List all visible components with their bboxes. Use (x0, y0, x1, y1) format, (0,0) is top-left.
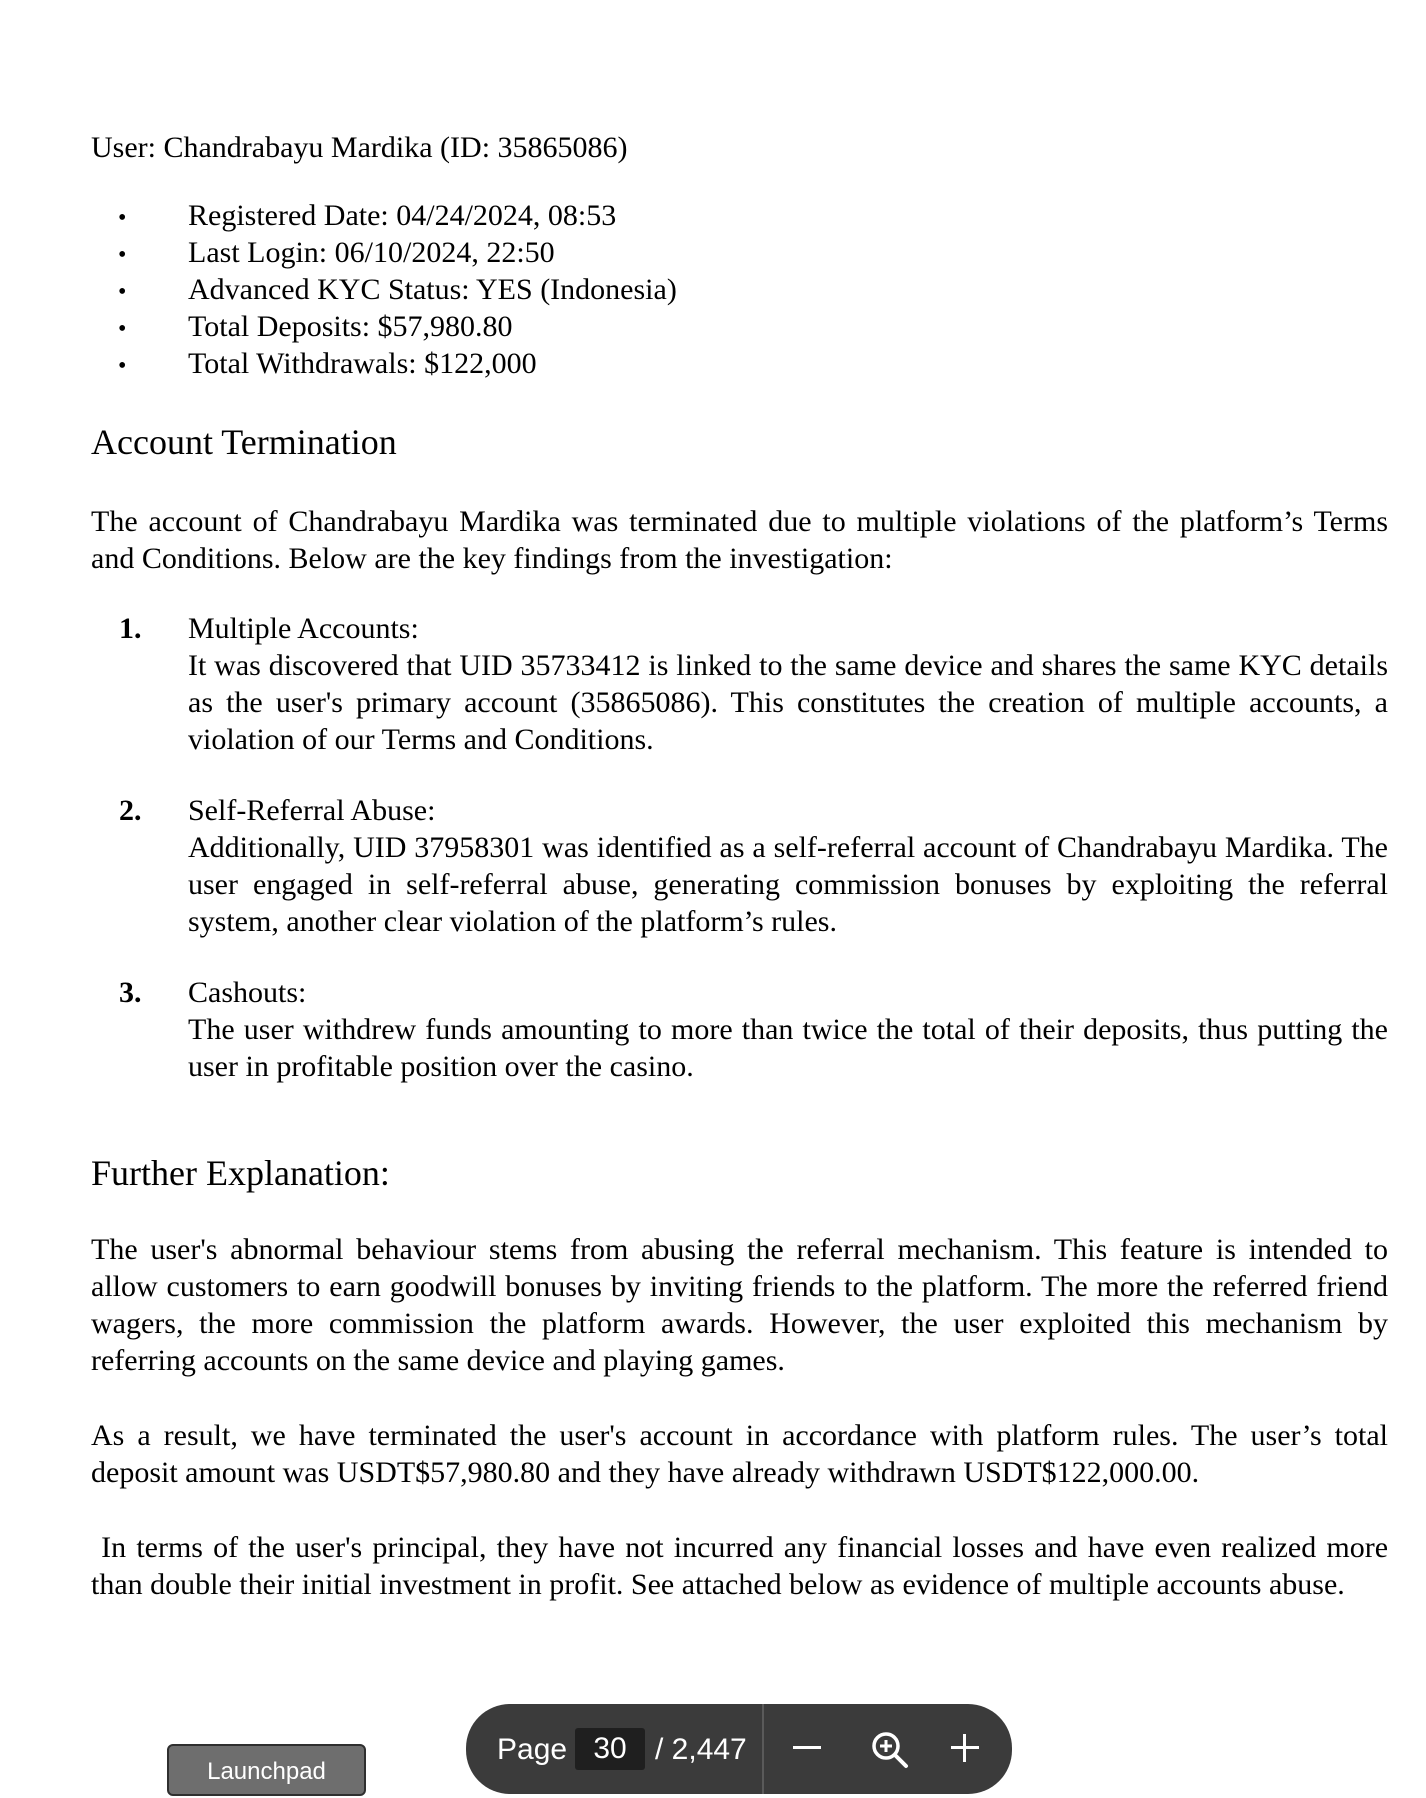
finding-title: Cashouts: (188, 976, 307, 1009)
finding-body: The user withdrew funds amounting to more than twice the total of their deposits, thus putting the user in profitable position over the casino. (188, 1013, 1388, 1083)
plus-icon-bar (963, 1734, 966, 1762)
detail-last-login: Last Login: 06/10/2024, 22:50 (188, 236, 555, 269)
detail-total-deposits: Total Deposits: $57,980.80 (188, 310, 513, 343)
pdf-viewer-toolbar (466, 1704, 1012, 1794)
termination-intro: The account of Chandrabayu Mardika was terminated due to multiple violations of the platform’s Terms and Conditions. Below are the key findings from the investigation: (91, 505, 1388, 575)
total-pages: / 2,447 (655, 1733, 747, 1766)
toolbar-divider (762, 1704, 764, 1794)
further-paragraph: The user's abnormal behaviour stems from abusing the referral mechanism. This feature is intended to allow customers to earn goodwill bonuses by inviting friends to the platform. The more the referred friend wagers, the more commission the platform awards. However, the user exploited this mechanism by referring accounts on the same device and playing games. (91, 1233, 1388, 1377)
finding-number: 2. (119, 794, 142, 827)
further-paragraph: As a result, we have terminated the user's account in accordance with platform rules. The user’s total deposit amount was USDT$57,980.80 and they have already withdrawn USDT$122,000.00. (91, 1419, 1388, 1489)
finding-number: 1. (119, 612, 142, 645)
finding-number: 3. (119, 976, 142, 1009)
user-line: User: Chandrabayu Mardika (ID: 35865086) (91, 131, 628, 164)
bullet: • (118, 353, 127, 379)
page-label: Page (497, 1733, 568, 1766)
bullet: • (118, 316, 127, 342)
finding-title: Self-Referral Abuse: (188, 794, 436, 827)
launchpad-button[interactable]: Launchpad (167, 1744, 366, 1796)
minus-icon[interactable] (793, 1746, 821, 1749)
detail-total-withdrawals: Total Withdrawals: $122,000 (188, 347, 537, 380)
bullet: • (118, 205, 127, 231)
further-explanation-heading: Further Explanation: (91, 1153, 390, 1193)
detail-kyc-status: Advanced KYC Status: YES (Indonesia) (188, 273, 677, 306)
current-page-input[interactable]: 30 (575, 1728, 645, 1770)
bullet: • (118, 279, 127, 305)
account-termination-heading: Account Termination (91, 422, 397, 462)
finding-body: It was discovered that UID 35733412 is linked to the same device and shares the same KYC details as the user's primary account (35865086). This constitutes the creation of multiple accounts, a violation of our Terms and Conditions. (188, 649, 1388, 756)
further-paragraph: In terms of the user's principal, they have not incurred any financial losses and have even realized more than double their initial investment in profit. See attached below as evidence of multiple accounts abuse. (91, 1531, 1396, 1601)
detail-registered-date: Registered Date: 04/24/2024, 08:53 (188, 199, 617, 232)
magnifier-plus-icon[interactable] (870, 1730, 910, 1770)
bullet: • (118, 242, 127, 268)
finding-body: Additionally, UID 37958301 was identified as a self-referral account of Chandrabayu Mardika. The user engaged in self-referral abuse, generating commission bonuses by exploiting the referral system, another clear violation of the platform’s rules. (188, 831, 1388, 938)
finding-title: Multiple Accounts: (188, 612, 419, 645)
